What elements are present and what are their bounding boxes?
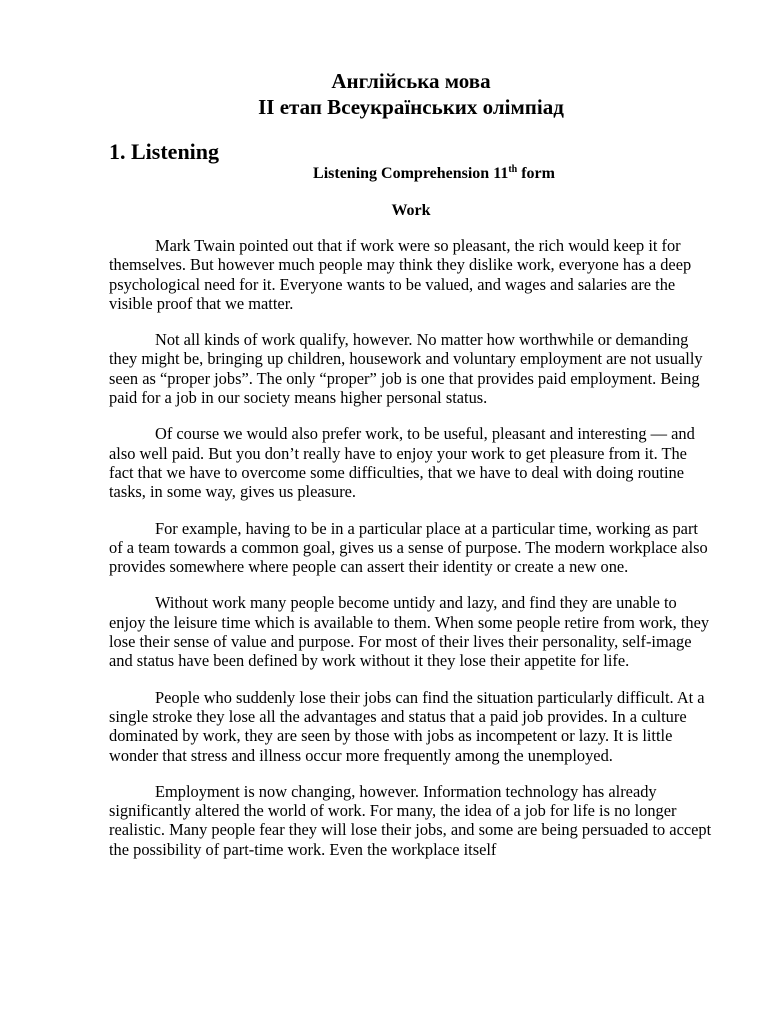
section-title: 1. Listening	[109, 139, 220, 164]
task-subtitle	[0, 163, 768, 185]
paragraph: Without work many people become untidy and lazy, and find they are unable to enjoy the leisure time which is available to them. When some people retire from work, they lose their sense of value and purpose. For most of their lives their personality, self-image and status have been defined by work without it they lose their appetite for life.	[109, 593, 710, 671]
text-body	[109, 236, 715, 876]
paragraph: For example, having to be in a particular place at a particular time, working as part of a team towards a common goal, gives us a sense of purpose. The modern workplace also provides somewhere where people can assert their identity or create a new one.	[109, 518, 708, 577]
paragraph: Of course we would also prefer work, to be useful, pleasant and interesting — and also well paid. But you don’t really have to enjoy your work to get pleasure from it. The fact that we have to overcome some difficulties, that we have to deal with doing routine tasks, in some way, gives us pleasure.	[109, 424, 695, 502]
text-title: Work	[391, 202, 431, 219]
paragraph: Employment is now changing, however. Information technology has already significantly altered the world of work. For many, the idea of a job for life is no longer realistic. Many people fear they will lose their jobs, and some are being persuaded to accept the possibility of part-time work. Even the workplace itself	[109, 781, 712, 859]
document-header-olympiad: ІІ етап Всеукраїнських олімпіад	[258, 95, 564, 119]
subtitle-main: Listening Comprehension 11	[313, 165, 509, 182]
paragraph: People who suddenly lose their jobs can find the situation particularly difficult. At a single stroke they lose all the advantages and status that a paid job provides. In a culture dominated by work, they are seen by those with jobs as incompetent or lazy. It is little wonder that stress and illness occur more frequently among the unemployed.	[109, 687, 705, 765]
document-header-subject: Англійська мова	[331, 69, 491, 93]
subtitle-suffix: form	[517, 165, 555, 182]
paragraph: Not all kinds of work qualify, however. No matter how worthwhile or demanding they might be, bringing up children, housework and voluntary employment are not usually seen as “proper jobs”. The only “proper” job is one that provides paid employment. Being paid for a job in our society means higher personal status.	[109, 330, 703, 408]
paragraph: Mark Twain pointed out that if work were so pleasant, the rich would keep it for themselves. But however much people may think they dislike work, everyone has a deep psychological need for it. Everyone wants to be valued, and wages and salaries are the visible proof that we matter.	[109, 236, 692, 313]
subtitle-superscript: th	[508, 164, 518, 175]
